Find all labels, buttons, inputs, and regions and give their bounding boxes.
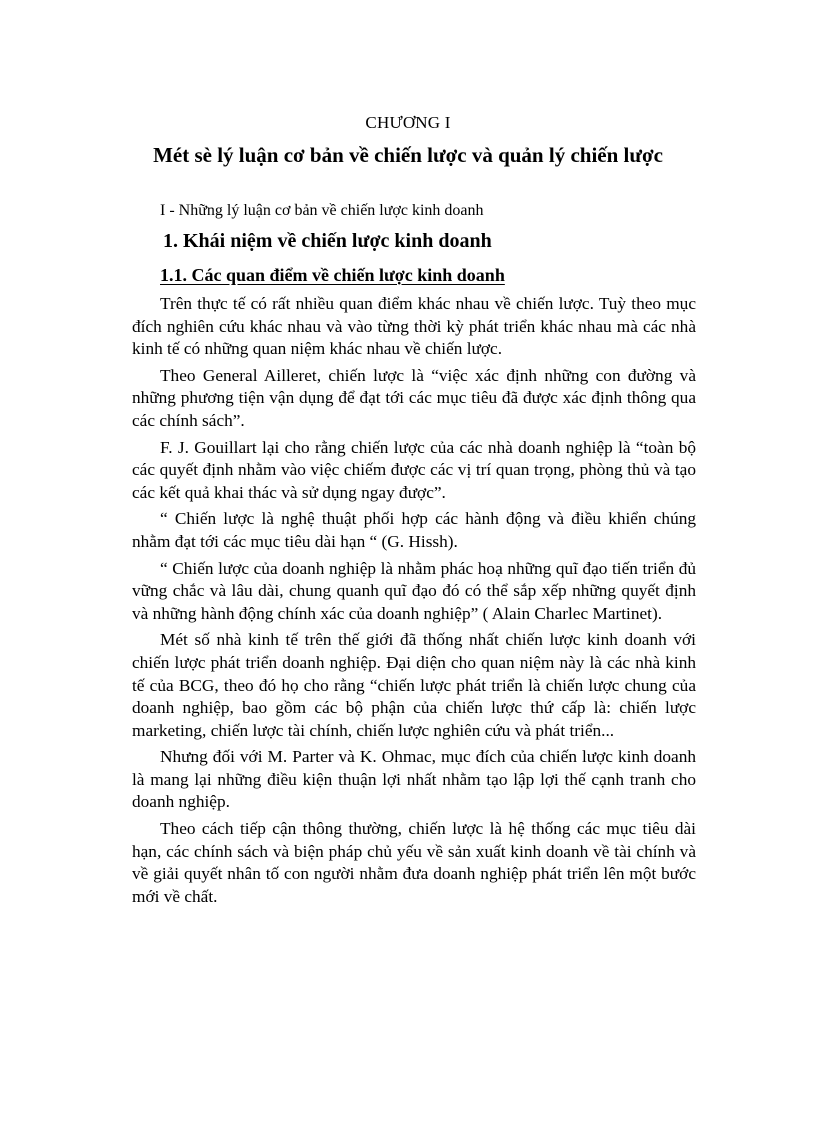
paragraph: Nhưng đối với M. Parter và K. Ohmac, mục đích của chiến lược kinh doanh là mang lại những điều kiện thuận lợi nhất nhằm tạo lập lợi thế cạnh tranh cho doanh nghiệp. — [132, 747, 696, 812]
chapter-label: CHƯƠNG I — [365, 113, 451, 132]
section-heading: I - Những lý luận cơ bản về chiến lược kinh doanh — [160, 202, 484, 219]
body-text — [132, 293, 696, 912]
chapter-title: Mét sè lý luận cơ bản về chiến lược và quản lý chiến lược — [153, 143, 663, 167]
subsection-heading: 1. Khái niệm về chiến lược kinh doanh — [163, 230, 492, 252]
paragraph: Mét số nhà kinh tế trên thế giới đã thống nhất chiến lược kinh doanh với chiến lược phát triển doanh nghiệp. Đại diện cho quan niệm này là các nhà kinh tế của BCG, theo đó họ cho rằng “chiến lược phát triển là chiến lược chung của doanh nghiệp, bao gồm các bộ phận của chiến lược thứ cấp là: chiến lược marketing, chiến lược tài chính, chiến lược nghiên cứu và phát triển... — [132, 630, 696, 740]
subsubsection-heading: 1.1. Các quan điểm về chiến lược kinh doanh — [160, 265, 505, 285]
paragraph: Trên thực tế có rất nhiều quan điểm khác nhau về chiến lược. Tuỳ theo mục đích nghiên cứu khác nhau và vào từng thời kỳ phát triển khác nhau mà các nhà kinh tế có những quan niệm khác nhau về chiến lược. — [132, 294, 696, 359]
paragraph: Theo cách tiếp cận thông thường, chiến lược là hệ thống các mục tiêu dài hạn, các chính sách và biện pháp chủ yếu về sản xuất kinh doanh về tài chính và về giải quyết nhân tố con người nhằm đưa doanh nghiệp phát triển lên một bước mới về chất. — [132, 819, 696, 906]
paragraph: F. J. Gouillart lại cho rằng chiến lược của các nhà doanh nghiệp là “toàn bộ các quyết định nhằm vào việc chiếm được các vị trí quan trọng, phòng thủ và tạo các kết quả khai thác và sử dụng ngay được”. — [132, 437, 696, 502]
paragraph: “ Chiến lược là nghệ thuật phối hợp các hành động và điều khiển chúng nhằm đạt tới các mục tiêu dài hạn “ (G. Hissh). — [132, 509, 696, 551]
paragraph: “ Chiến lược của doanh nghiệp là nhằm phác hoạ những quĩ đạo tiến triển đủ vững chắc và lâu dài, chung quanh quĩ đạo đó có thể sắp xếp những quyết định và những hành động chính xác của doanh nghiệp” ( Alain Charlec Martinet). — [132, 558, 696, 623]
paragraph: Theo General Ailleret, chiến lược là “việc xác định những con đường và những phương tiện vận dụng để đạt tới các mục tiêu đã được xác định thông qua các chính sách”. — [132, 365, 696, 430]
